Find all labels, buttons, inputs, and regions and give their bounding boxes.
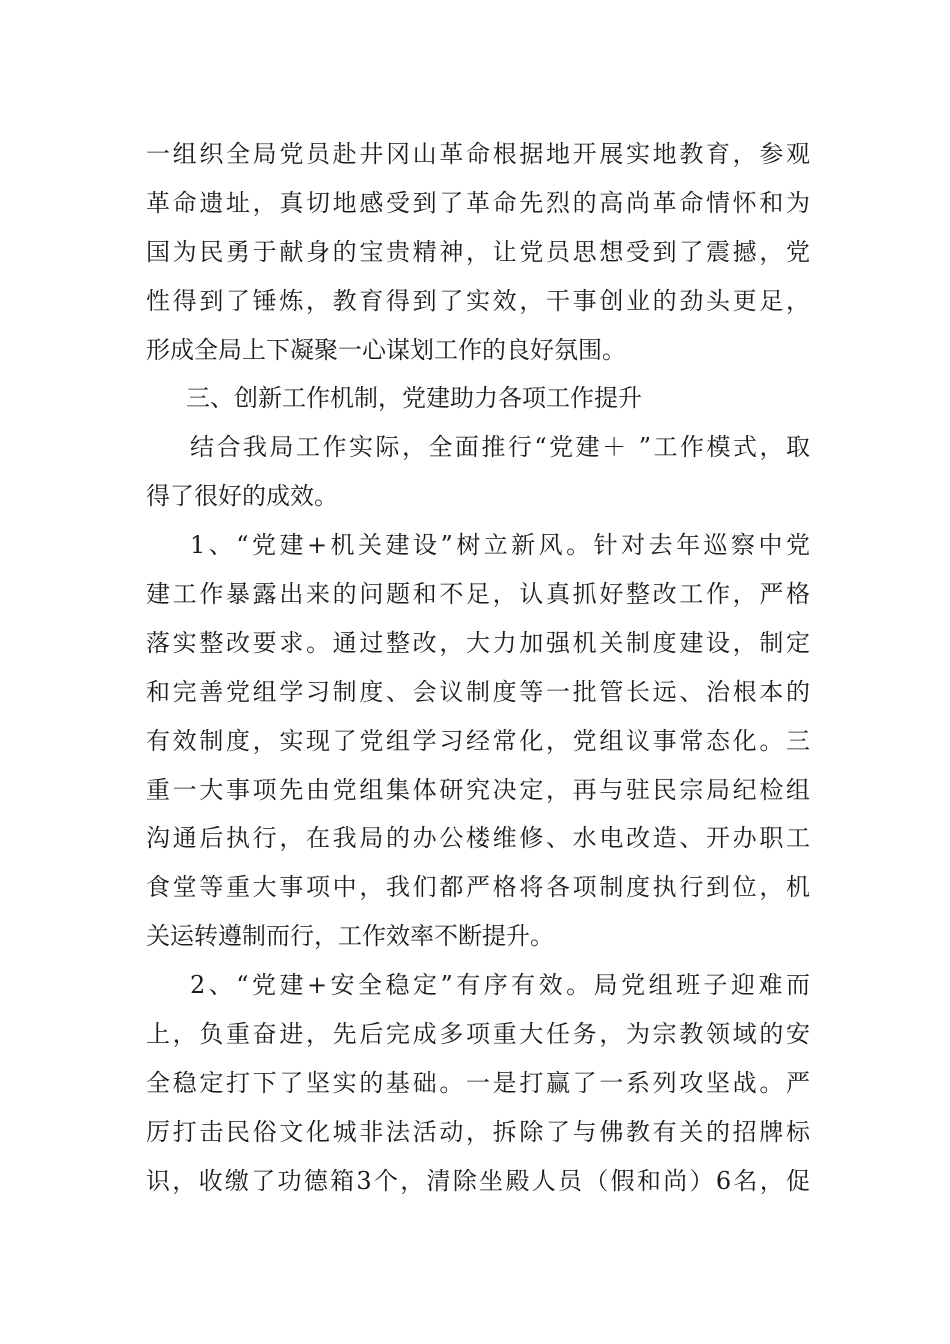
text-line: 有效制度，实现了党组学习经常化，党组议事常态化。三 <box>146 726 810 755</box>
document-body <box>146 130 810 1206</box>
text-line: 国为民勇于献身的宝贵精神，让党员思想受到了震撼，党 <box>146 237 810 266</box>
text-line: 厉打击民俗文化城非法活动，拆除了与佛教有关的招牌标 <box>146 1117 810 1146</box>
text-line: 落实整改要求。通过整改，大力加强机关制度建设，制定 <box>146 628 810 657</box>
text-line: 建工作暴露出来的问题和不足，认真抓好整改工作，严格 <box>146 580 810 609</box>
text-line: 一组织全局党员赴井冈山革命根据地开展实地教育，参观 <box>146 140 810 168</box>
subsection-heading: 2、“党建+安全稳定”有序有效。局党组班子迎难而 <box>190 971 810 1000</box>
text-line: 沟通后执行，在我局的办公楼维修、水电改造、开办职工 <box>146 824 810 853</box>
subsection-heading: 1、“党建+机关建设”树立新风。针对去年巡察中党 <box>190 531 810 560</box>
text-line: 性得到了锤炼，教育得到了实效，干事创业的劲头更足， <box>146 286 810 315</box>
section-heading: 三、创新工作机制，党建助力各项工作提升 <box>186 384 642 413</box>
text-line: 得了很好的成效。 <box>146 482 338 511</box>
text-line: 全稳定打下了坚实的基础。一是打赢了一系列攻坚战。严 <box>146 1068 810 1097</box>
text-line: 形成全局上下凝聚一心谋划工作的良好氛围。 <box>146 335 626 364</box>
text-line: 上，负重奋进，先后完成多项重大任务，为宗教领域的安 <box>146 1020 810 1049</box>
text-line: 结合我局工作实际，全面推行“党建＋ ”工作模式，取 <box>190 433 810 462</box>
text-line: 识，收缴了功德箱3个，清除坐殿人员（假和尚）6名，促 <box>146 1166 810 1195</box>
text-line: 革命遗址，真切地感受到了革命先烈的高尚革命情怀和为 <box>146 188 810 217</box>
text-line: 重一大事项先由党组集体研究决定，再与驻民宗局纪检组 <box>146 775 810 804</box>
text-line: 关运转遵制而行，工作效率不断提升。 <box>146 922 554 951</box>
text-line: 和完善党组学习制度、会议制度等一批管长远、治根本的 <box>146 677 810 706</box>
text-line: 食堂等重大事项中，我们都严格将各项制度执行到位，机 <box>146 873 810 902</box>
